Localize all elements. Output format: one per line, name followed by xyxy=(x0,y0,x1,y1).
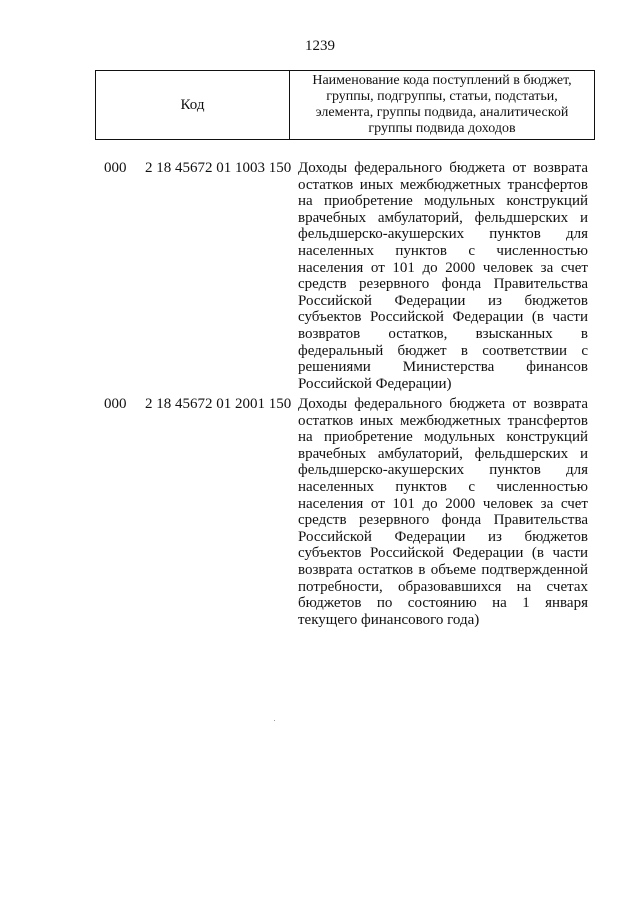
admin-code: 000 xyxy=(104,396,127,412)
income-description: Доходы федерального бюджета от возврата остатков иных межбюджетных трансфертов на приобретение модульных конструкций врачебных амбулаторий, фельдшерских и фельдшерско-акушерских пунктов для населенных пунктов с численностью населения от 101 до 2000 человек за счет средств резервного фонда Правительства Российской Федерации из бюджетов субъектов Российской Федерации (в части возврата остатков в объеме подтвержденной потребности, образовавшихся на счетах бюджетов по состоянию на 1 января текущего финансового года) xyxy=(298,396,588,628)
scan-speck xyxy=(274,720,275,721)
income-code: 2 18 45672 01 1003 150 xyxy=(145,160,292,176)
page-number: 1239 xyxy=(305,38,335,54)
income-code: 2 18 45672 01 2001 150 xyxy=(145,396,292,412)
header-code-label: Код xyxy=(180,96,205,113)
table-header xyxy=(95,70,595,140)
header-name-cell xyxy=(290,71,594,139)
header-name-label: Наименование кода поступлений в бюджет, группы, подгруппы, статьи, подстатьи, элемента, группы подвида, аналитической группы подвида доходов xyxy=(312,73,572,136)
income-description: Доходы федерального бюджета от возврата остатков иных межбюджетных трансфертов на приобретение модульных конструкций врачебных амбулаторий, фельдшерских и фельдшерско-акушерских пунктов для населенных пунктов с численностью населения от 101 до 2000 человек за счет средств резервного фонда Правительства Российской Федерации из бюджетов субъектов Российской Федерации (в части возвратов остатков, взысканных в федеральный бюджет в соответствии с решениями Министерства финансов Российской Федерации) xyxy=(298,160,588,392)
admin-code: 000 xyxy=(104,160,127,176)
header-code-cell xyxy=(96,71,290,139)
